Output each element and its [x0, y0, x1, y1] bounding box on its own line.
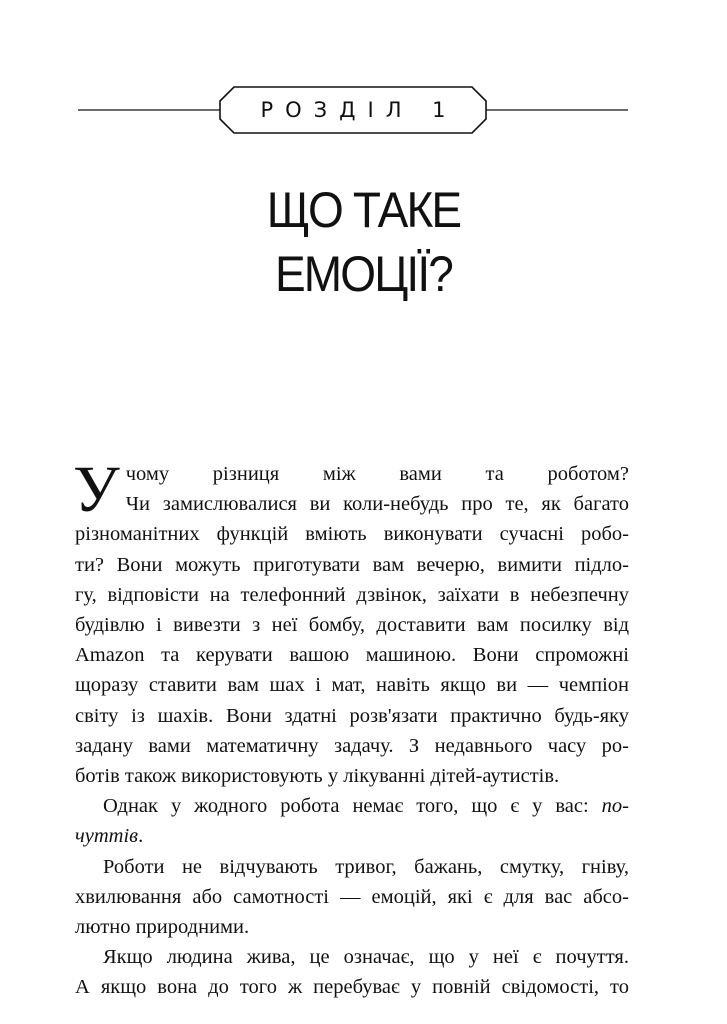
text-line: Роботи не відчувають тривог, бажань, смутку, гніву, — [103, 855, 629, 878]
text-line: ти? Вони можуть приготувати вам вечерю, вимити підло- — [75, 553, 629, 576]
text-line: чому різниця між вами та роботом? — [125, 463, 629, 485]
text-line: світу із шахів. Вони здатні розв'язати практично будь-яку — [75, 704, 629, 727]
text-segment: Однак у жодного робота немає того, що є у вас: — [103, 795, 602, 818]
text-line — [75, 821, 629, 851]
text-line: хвилювання або самотності — емоцій, які є для вас абсо- — [75, 885, 629, 908]
paragraph-2 — [75, 791, 629, 851]
paragraph-4 — [75, 942, 629, 1002]
text-line: Чи замислювалися ви коли-небудь про те, як багато — [125, 493, 629, 516]
text-line: щоразу ставити вам шах і мат, навіть якщо ви — чемпіон — [75, 674, 629, 697]
paragraph-1 — [73, 453, 629, 791]
text-line: задану вами математичну задачу. З недавнього часу ро- — [75, 734, 629, 757]
drop-cap: У — [73, 453, 120, 526]
paragraph-3 — [75, 852, 629, 943]
text-line: Якщо людина жива, це означає, що у неї є почуття. — [103, 946, 629, 969]
text-segment: . — [138, 825, 144, 848]
text-line: лютно природними. — [75, 916, 250, 939]
text-line: А якщо вона до того ж перебуває у повній свідомості, то — [75, 976, 629, 999]
chapter-label: РОЗДІЛ 1 — [260, 98, 458, 122]
text-line: різноманітних функцій вміють виконувати сучасні робо- — [75, 523, 629, 546]
emphasis-text: по- — [601, 795, 629, 818]
chapter-title — [29, 178, 698, 306]
body-text — [73, 453, 629, 1003]
chapter-title-line-1: ЩО ТАКЕ — [266, 182, 461, 238]
text-line — [75, 791, 629, 821]
emphasis-text: чуттів — [75, 825, 139, 848]
chapter-title-line-2: ЕМОЦІЇ? — [274, 246, 453, 302]
text-line: гу, відповісти на телефонний дзвінок, заїхати в небезпечну — [75, 583, 629, 606]
text-line: Amazon та керувати вашою машиною. Вони спроможні — [75, 644, 629, 667]
chapter-header — [78, 82, 628, 138]
text-line: будівлю і вивезти з неї бомбу, доставити вам посилку від — [75, 614, 629, 637]
text-line: ботів також використовують у лікуванні дітей-аутистів. — [75, 765, 560, 788]
